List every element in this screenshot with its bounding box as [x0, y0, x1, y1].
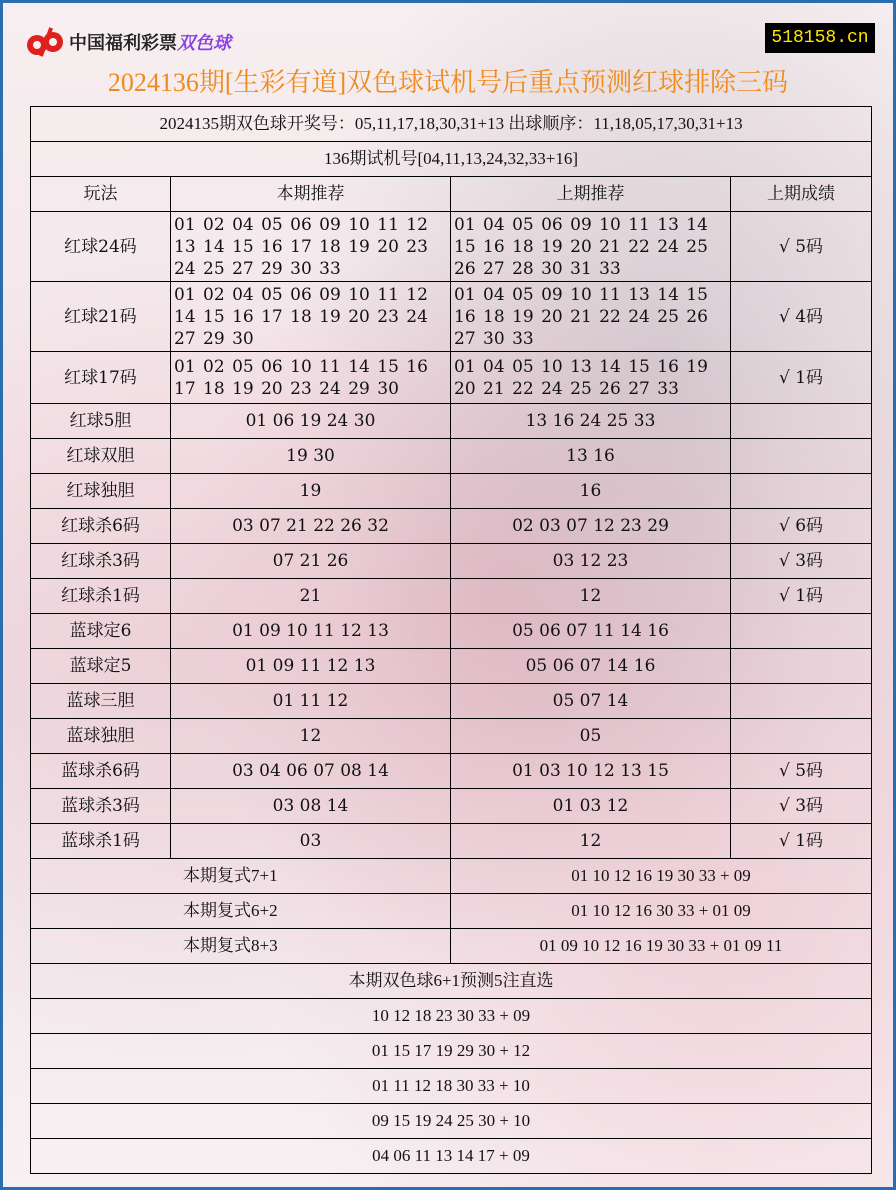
result: √ 5码: [731, 212, 872, 282]
trial-number: 136期试机号[04,11,13,24,32,33+16]: [31, 142, 872, 177]
fushi-row: [31, 894, 872, 929]
column-header-previous: 上期推荐: [451, 177, 731, 212]
row-label: 蓝球独胆: [31, 719, 171, 754]
table-row: [31, 824, 872, 859]
table-row: [31, 614, 872, 649]
table-row: [31, 754, 872, 789]
logo-text-cwl: 中国福利彩票: [69, 33, 177, 54]
logo-text-ssq: 双色球: [177, 33, 231, 54]
previous-numbers: 05: [451, 719, 731, 754]
current-numbers: 12: [171, 719, 451, 754]
current-numbers: 01 09 11 12 13: [171, 649, 451, 684]
table-row: [31, 649, 872, 684]
fushi-label: 本期复式8+3: [31, 929, 451, 964]
previous-numbers: 16: [451, 474, 731, 509]
previous-numbers: 02 03 07 12 23 29: [451, 509, 731, 544]
previous-numbers: 01 03 12: [451, 789, 731, 824]
table-row: [31, 352, 872, 404]
result: [731, 719, 872, 754]
row-label: 红球21码: [31, 282, 171, 352]
table-row: [31, 509, 872, 544]
table-row: [31, 789, 872, 824]
table-row: [31, 439, 872, 474]
result: [731, 684, 872, 719]
direct-pick: 01 11 12 18 30 33 + 10: [31, 1069, 872, 1104]
current-numbers: 01 02 05 06 10 11 14 15 16 17 18 19 20 23 24 29 30: [171, 352, 451, 404]
result: √ 1码: [731, 824, 872, 859]
table-row: [31, 719, 872, 754]
table-row: [31, 579, 872, 614]
cwl-logo-icon: [23, 25, 65, 59]
row-label: 红球杀3码: [31, 544, 171, 579]
direct-picks-title: 本期双色球6+1预测5注直选: [31, 964, 872, 999]
page-title: 2024136期[生彩有道]双色球试机号后重点预测红球排除三码: [107, 68, 789, 97]
result: √ 4码: [731, 282, 872, 352]
current-numbers: 03 04 06 07 08 14: [171, 754, 451, 789]
direct-pick: 10 12 18 23 30 33 + 09: [31, 999, 872, 1034]
row-label: 蓝球三胆: [31, 684, 171, 719]
row-label: 红球双胆: [31, 439, 171, 474]
direct-pick: 04 06 11 13 14 17 + 09: [31, 1139, 872, 1174]
result: [731, 474, 872, 509]
current-numbers: 19 30: [171, 439, 451, 474]
row-label: 蓝球杀6码: [31, 754, 171, 789]
fushi-numbers: 01 09 10 12 16 19 30 33 + 01 09 11: [451, 929, 872, 964]
previous-numbers: 01 04 05 06 09 10 11 13 14 15 16 18 19 20 21 22 24 25 26 27 28 30 31 33: [451, 212, 731, 282]
row-label: 红球24码: [31, 212, 171, 282]
column-header-method: 玩法: [31, 177, 171, 212]
result: √ 3码: [731, 544, 872, 579]
column-header-current: 本期推荐: [171, 177, 451, 212]
logo-text: [69, 29, 231, 55]
row-label: 红球杀6码: [31, 509, 171, 544]
direct-pick: 09 15 19 24 25 30 + 10: [31, 1104, 872, 1139]
result: [731, 649, 872, 684]
fushi-label: 本期复式7+1: [31, 859, 451, 894]
fushi-numbers: 01 10 12 16 19 30 33 + 09: [451, 859, 872, 894]
fushi-row: [31, 929, 872, 964]
fushi-row: [31, 859, 872, 894]
row-label: 蓝球杀1码: [31, 824, 171, 859]
cwl-logo: [23, 25, 231, 59]
result: √ 5码: [731, 754, 872, 789]
result: √ 1码: [731, 579, 872, 614]
previous-numbers: 01 04 05 10 13 14 15 16 19 20 21 22 24 25 26 27 33: [451, 352, 731, 404]
previous-numbers: 13 16 24 25 33: [451, 404, 731, 439]
current-numbers: 03 07 21 22 26 32: [171, 509, 451, 544]
table-row: [31, 282, 872, 352]
previous-numbers: 01 04 05 09 10 11 13 14 15 16 18 19 20 21 22 24 25 26 27 30 33: [451, 282, 731, 352]
current-numbers: 01 02 04 05 06 09 10 11 12 14 15 16 17 18 19 20 23 24 27 29 30: [171, 282, 451, 352]
current-numbers: 03 08 14: [171, 789, 451, 824]
result: [731, 439, 872, 474]
previous-numbers: 01 03 10 12 13 15: [451, 754, 731, 789]
row-label: 红球独胆: [31, 474, 171, 509]
row-label: 红球杀1码: [31, 579, 171, 614]
current-numbers: 21: [171, 579, 451, 614]
current-numbers: 01 02 04 05 06 09 10 11 12 13 14 15 16 17 18 19 20 23 24 25 27 29 30 33: [171, 212, 451, 282]
current-numbers: 01 11 12: [171, 684, 451, 719]
current-numbers: 07 21 26: [171, 544, 451, 579]
table-row: [31, 404, 872, 439]
fushi-label: 本期复式6+2: [31, 894, 451, 929]
row-label: 蓝球定5: [31, 649, 171, 684]
fushi-numbers: 01 10 12 16 30 33 + 01 09: [451, 894, 872, 929]
result: √ 1码: [731, 352, 872, 404]
current-numbers: 01 09 10 11 12 13: [171, 614, 451, 649]
row-label: 红球17码: [31, 352, 171, 404]
result: √ 3码: [731, 789, 872, 824]
direct-pick: 01 15 17 19 29 30 + 12: [31, 1034, 872, 1069]
draw-info: 2024135期双色球开奖号：05,11,17,18,30,31+13 出球顺序：11,18,05,17,30,31+13: [31, 107, 872, 142]
row-label: 蓝球杀3码: [31, 789, 171, 824]
table-row: [31, 684, 872, 719]
previous-numbers: 13 16: [451, 439, 731, 474]
previous-numbers: 05 06 07 14 16: [451, 649, 731, 684]
column-header-result: 上期成绩: [731, 177, 872, 212]
row-label: 红球5胆: [31, 404, 171, 439]
current-numbers: 03: [171, 824, 451, 859]
current-numbers: 01 06 19 24 30: [171, 404, 451, 439]
table-row: [31, 212, 872, 282]
previous-numbers: 05 07 14: [451, 684, 731, 719]
site-badge[interactable]: 518158.cn: [765, 23, 875, 53]
previous-numbers: 12: [451, 824, 731, 859]
result: [731, 404, 872, 439]
prediction-table: [30, 106, 872, 1174]
previous-numbers: 12: [451, 579, 731, 614]
result: √ 6码: [731, 509, 872, 544]
result: [731, 614, 872, 649]
current-numbers: 19: [171, 474, 451, 509]
row-label: 蓝球定6: [31, 614, 171, 649]
previous-numbers: 03 12 23: [451, 544, 731, 579]
table-row: [31, 474, 872, 509]
table-row: [31, 544, 872, 579]
previous-numbers: 05 06 07 11 14 16: [451, 614, 731, 649]
